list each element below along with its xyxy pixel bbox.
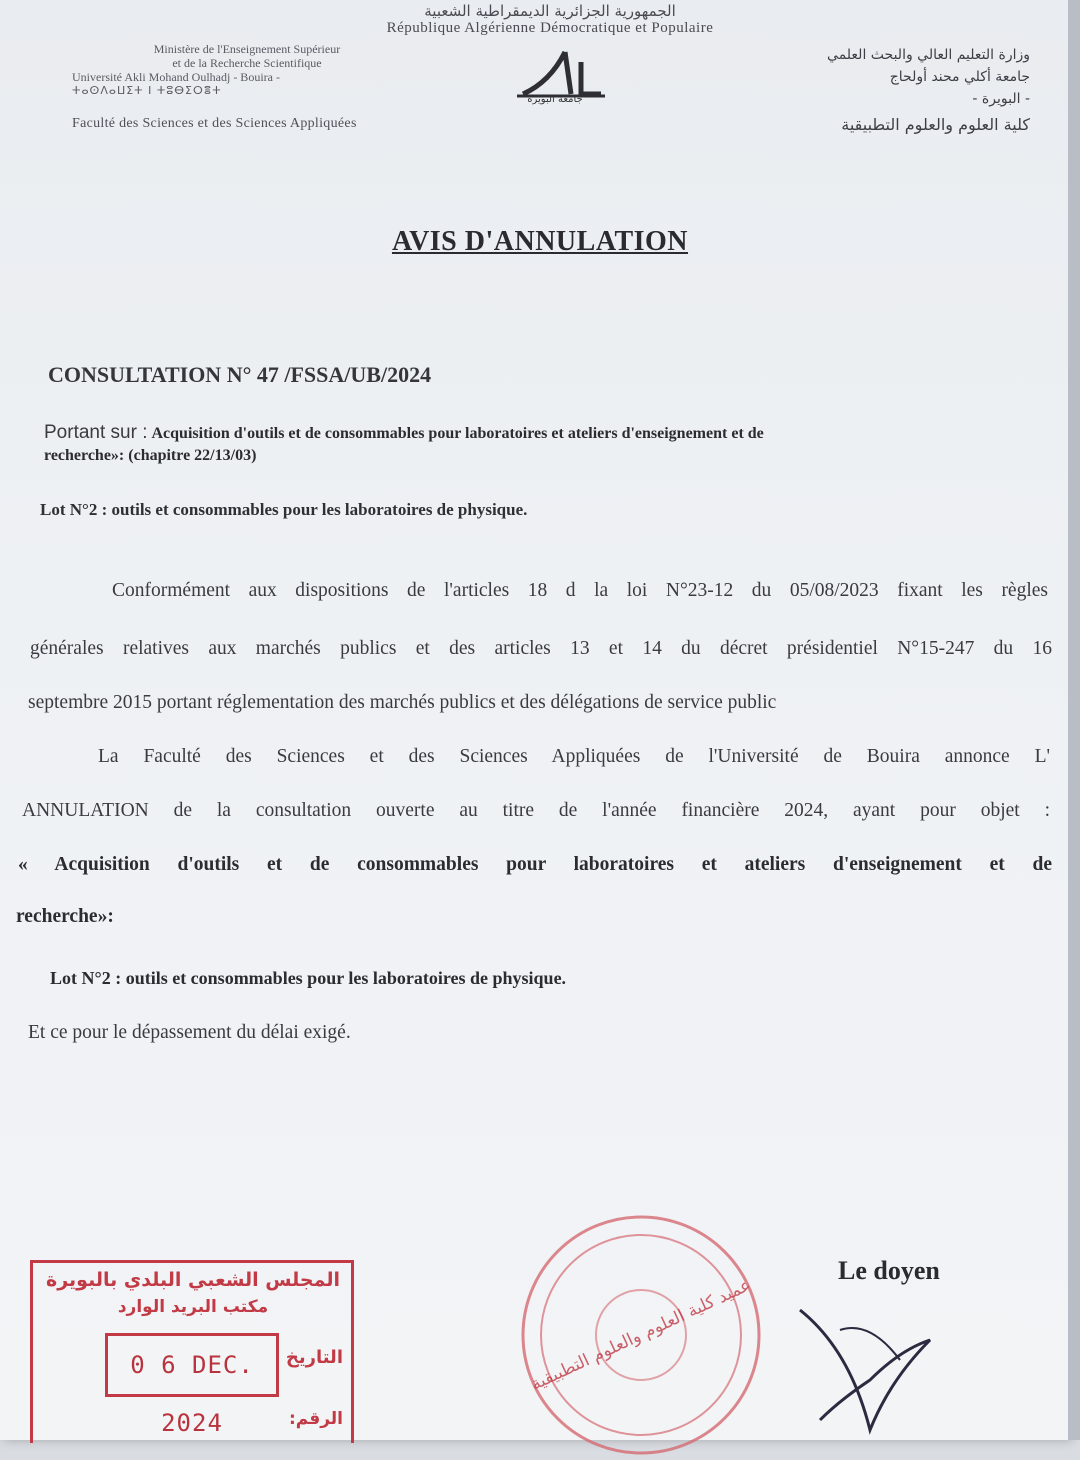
lot-line-2: Lot N°2 : outils et consommables pour les laboratoires de physique. [50, 968, 567, 988]
republic-french: République Algérienne Démocratique et Populaire [386, 20, 714, 36]
closing-line: Et ce pour le dépassement du délai exigé. [28, 1022, 351, 1043]
signatory-title: Le doyen [838, 1256, 940, 1285]
stamp-line-1: المجلس الشعبي البلدي بالبويرة [45, 1269, 340, 1291]
paragraph-1-line-1: Conformément aux dispositions de l'articles 18 d la loi N°23-12 du 05/08/2023 fixant les règles [112, 580, 1048, 601]
faculty-name-french: Faculté des Sciences et des Sciences Appliquées [72, 116, 357, 131]
subject-label: Portant sur : [44, 422, 148, 443]
republic-arabic: الجمهورية الجزائرية الديمقراطية الشعبية [424, 2, 676, 20]
stamp-date-label: التاريخ [285, 1347, 343, 1368]
paragraph-1-line-3: septembre 2015 portant réglementation des marchés publics et des délégations de service public [28, 692, 777, 713]
signature-scribble [780, 1290, 960, 1440]
stamp-number-label: الرقم: [288, 1409, 343, 1429]
paragraph-2-line-1: La Faculté des Sciences et des Sciences Appliquées de l'Université de Bouira annonce L' [98, 746, 1050, 767]
reception-stamp [30, 1260, 354, 1443]
ministry-line-1: Ministère de l'Enseignement Supérieur [153, 42, 341, 56]
seal-text: عميد كلية العلوم والعلوم التطبيقية [528, 1275, 754, 1395]
consultation-number: CONSULTATION N° 47 /FSSA/UB/2024 [48, 362, 432, 387]
lot-line: Lot N°2 : outils et consommables pour les laboratoires de physique. [40, 500, 528, 519]
paragraph-2-line-3: « Acquisition d'outils et de consommables pour laboratoires et ateliers d'enseignement et de [18, 854, 1052, 875]
page-edge [1068, 0, 1080, 1440]
city-arabic: - البويرة - [972, 91, 1030, 107]
university-arabic: جامعة أكلي محند أولحاج [889, 69, 1030, 85]
ministry-arabic: وزارة التعليم العالي والبحث العلمي [827, 47, 1030, 63]
stamp-date: 0 6 DEC. 2024 [105, 1333, 279, 1397]
subject-text-1: Acquisition d'outils et de consommables pour laboratoires et ateliers d'enseignement et de [151, 425, 764, 442]
ministry-line-2: et de la Recherche Scientifique [172, 56, 322, 70]
logo-caption: جامعة البويرة [527, 94, 583, 105]
faculty-arabic: كلية العلوم والعلوم التطبيقية [841, 115, 1030, 134]
paragraph-2-line-4: recherche»: [16, 906, 114, 927]
subject-text-2: recherche»: (chapitre 22/13/03) [44, 447, 257, 464]
university-name-tifinagh: ⵜⴰⵙⴷⴰⵡⵉⵜ ⵏ ⵜⵓⴱⵉⵔⴻⵜ [72, 84, 222, 97]
stamp-line-2: مكتب البريد الوارد [117, 1297, 269, 1317]
ministry-block-arabic [690, 44, 1030, 136]
subject-block [44, 422, 1044, 467]
paragraph-2-line-2: ANNULATION de la consultation ouverte au titre de l'année financière 2024, ayant pour objet : [22, 800, 1050, 821]
university-name-french: Université Akli Mohand Oulhadj - Bouira - [72, 70, 280, 84]
faculty-seal-stamp [516, 1210, 766, 1460]
paragraph-1-line-2: générales relatives aux marchés publics et des articles 13 et 14 du décret présidentiel N°15-247 du 16 [30, 638, 1052, 659]
document-title: AVIS D'ANNULATION [391, 226, 689, 257]
ministry-block-french [72, 42, 452, 98]
